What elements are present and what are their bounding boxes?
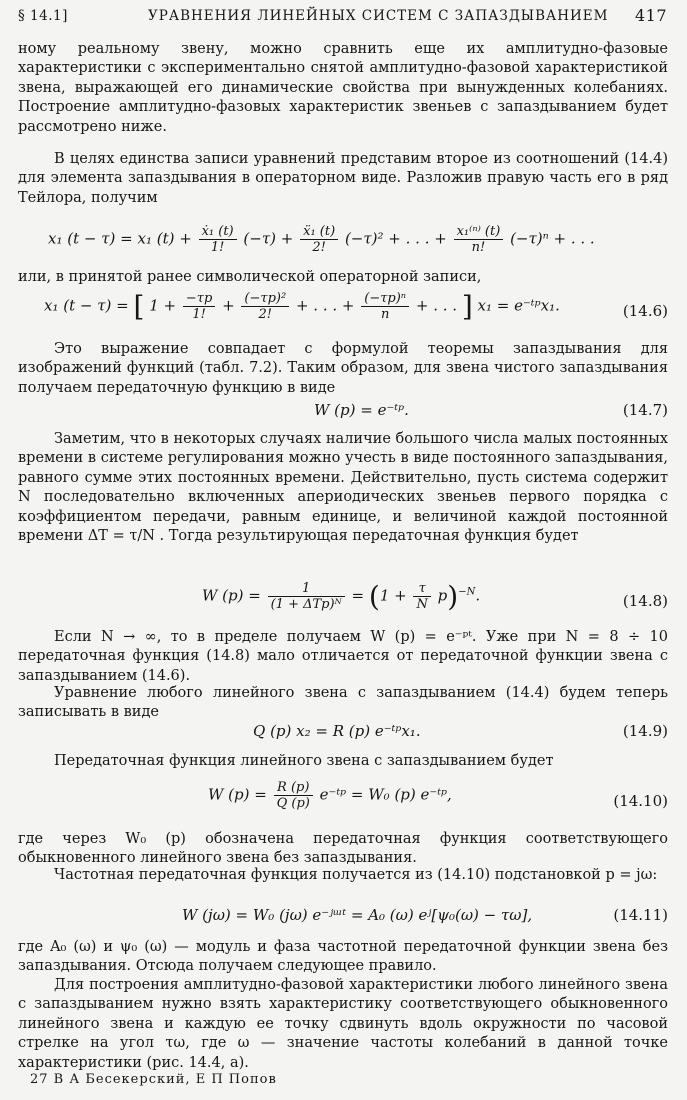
- equation-14-6: x₁ (t − τ) = [ 1 + $\frac{-\tau p}{1!}$ + $\frac{\text{(−τp)²}}{2!}$ + . . . + $\frac{\text{(−τp)ⁿ}}{n}$ + . . . ] x₁ = e⁻ᵗᵖx₁. (14.6): [44, 290, 668, 323]
- chapter-title: УРАВНЕНИЯ ЛИНЕЙНЫХ СИСТЕМ С ЗАПАЗДЫВАНИЕМ: [148, 8, 609, 24]
- paragraph-3: или, в принятой ранее символической операторной записи,: [18, 269, 482, 285]
- equation-label: (14.6): [622, 302, 668, 320]
- equation-taylor: x₁ (t − τ) = x₁ (t) + $\frac{\text{ẋ₁ (t)}}{1!}$ (−τ) + $\frac{\text{ẍ₁ (t)}}{2!}$ (−τ)² + . . . + $\frac{\text{x₁⁽ⁿ⁾ (t)}}{n!}$ (−τ)ⁿ + . . .: [48, 224, 595, 255]
- paragraph-1: ному реальному звену, можно сравнить еще их амплитудно-фазовые характеристики с экспериментально снятой амплитудно-фазовой характеристикой звена, выражающей его динамические свойства при вынужденных колебаниях. Построение амплитудно-фазовых характеристик звеньев с запаздыванием будет рассмотрено ниже.: [18, 41, 668, 135]
- paragraph-9: где через W₀ (p) обозначена передаточная функция соответствующего обыкновенного линейного звена без запаздывания.: [18, 831, 668, 867]
- eq-taylor-frac-3: $\frac{\text{x₁⁽ⁿ⁾ (t)}}{n!}$: [454, 224, 504, 255]
- eq-taylor-frac-1: $\frac{\text{ẋ₁ (t)}}{1!}$: [199, 224, 237, 255]
- eq-taylor-frac-2: $\frac{\text{ẍ₁ (t)}}{2!}$: [300, 224, 338, 255]
- equation-14-7: W (p) = e⁻ᵗᵖ. (14.7): [314, 401, 668, 419]
- paragraph-7: Уравнение любого линейного звена с запаздыванием (14.4) будем теперь записывать в виде: [18, 685, 668, 721]
- paragraph-8: Передаточная функция линейного звена с запаздыванием будет: [54, 753, 554, 769]
- equation-14-11: W (jω) = W₀ (jω) e⁻ʲᵚᵗ = A₀ (ω) eʲ[ψ₀(ω) − τω], (14.11): [182, 906, 668, 924]
- eq-taylor-lhs: x₁ (t − τ) = x₁ (t) +: [48, 229, 192, 248]
- equation-14-8: W (p) = $\frac{1}{\text{(1 + ΔTp)ᴺ}}$ = (1 + $\frac{\tau}{N}$ p)$^{-N}$. (14.8): [202, 580, 668, 613]
- equation-14-9: Q (p) x₂ = R (p) e⁻ᵗᵖx₁. (14.9): [253, 722, 668, 740]
- page-number: 417: [634, 6, 667, 25]
- running-header: [18, 6, 667, 30]
- paragraph-2: В целях единства записи уравнений представим второе из соотношений (14.4) для элемента запаздывания в операторном виде. Разложив правую часть его в ряд Тейлора, получим: [18, 151, 668, 206]
- page-footer: 27 В А Бесекерский, Е П Попов: [30, 1072, 277, 1087]
- paragraph-10: Частотная передаточная функция получается из (14.10) подстановкой p = jω:: [54, 867, 658, 883]
- paragraph-6: Если N → ∞, то в пределе получаем W (p) = e⁻ᵖᵗ. Уже при N = 8 ÷ 10 передаточная функция (14.8) мало отличается от передаточной функции звена с запаздыванием (14.6).: [18, 629, 668, 684]
- paragraph-5: Заметим, что в некоторых случаях наличие большого числа малых постоянных времени в системе регулирования можно учесть в виде постоянного запаздывания, равного сумме этих постоянных времени. Действительно, пусть система содержит N последовательно включенных апериодических звеньев первого порядка с коэффициентом передачи, равным единице, и величиной каждой постоянной времени ΔT = τ/N . Тогда результирующая передаточная функция будет: [18, 431, 668, 545]
- paragraph-4: Это выражение совпадает с формулой теоремы запаздывания для изображений функций (табл. 7.2). Таким образом, для звена чистого запаздывания получаем передаточную функцию в виде: [18, 341, 668, 396]
- paragraph-11: где A₀ (ω) и ψ₀ (ω) — модуль и фаза частотной передаточной функции звена без запаздывания. Отсюда получаем следующее правило.: [18, 939, 668, 975]
- equation-14-10: W (p) = $\frac{R (p)}{Q (p)}$ e⁻ᵗᵖ = W₀ (p) e⁻ᵗᵖ, (14.10): [208, 780, 668, 811]
- section-ref: § 14.1]: [18, 8, 68, 24]
- paragraph-12: Для построения амплитудно-фазовой характеристики любого линейного звена с запаздыванием нужно взять характеристику соответствующего обыкновенного линейного звена и каждую ее точку сдвинуть вдоль окружности по часовой стрелке на угол τω, где ω — значение частоты колебаний в данной точке характеристики (рис. 14.4, a).: [18, 977, 668, 1071]
